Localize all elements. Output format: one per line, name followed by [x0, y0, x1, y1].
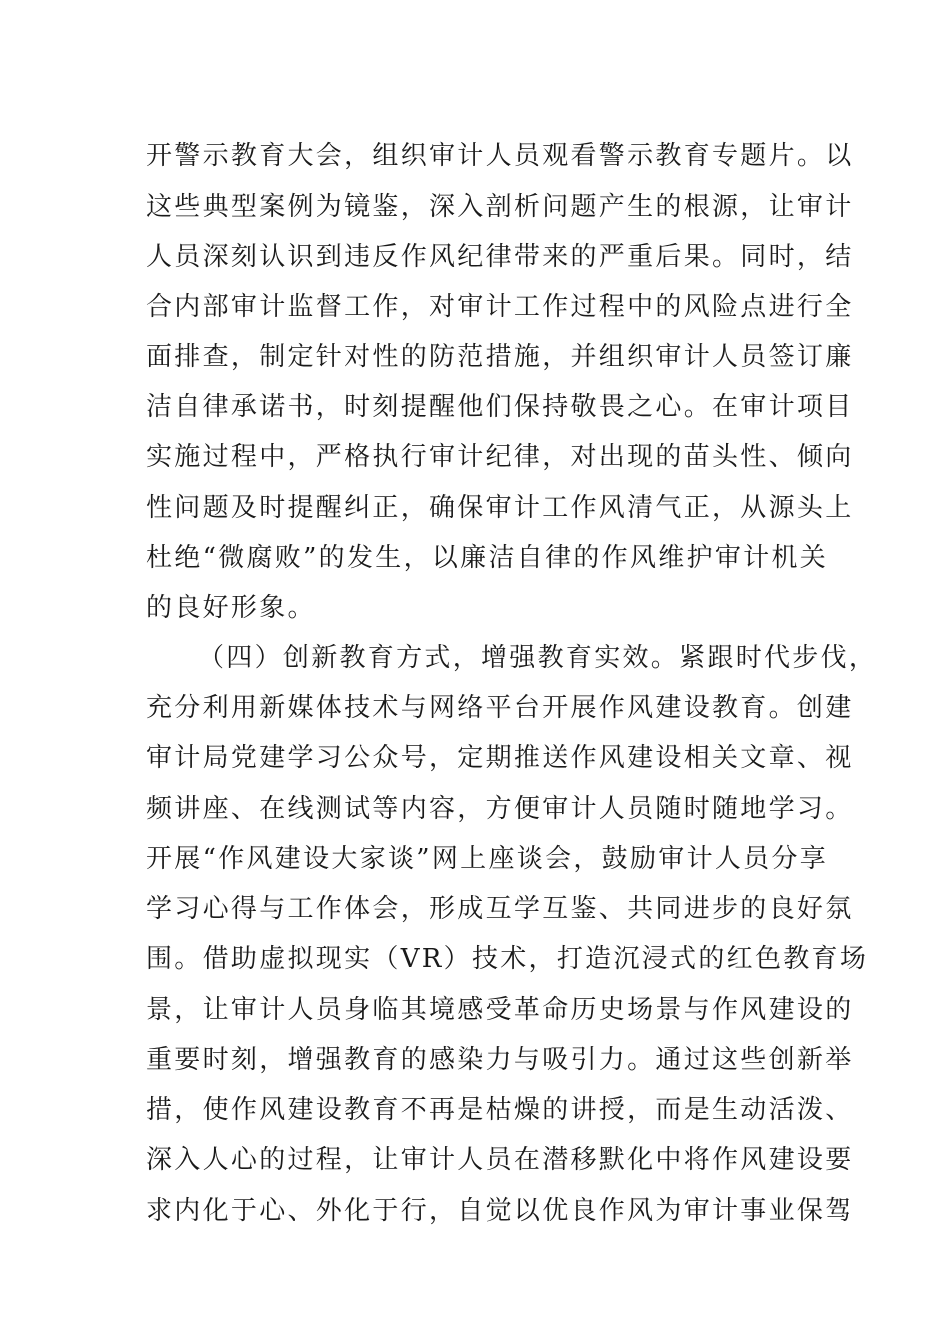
text-line: 学习心得与工作体会，形成互学互鉴、共同进步的良好氛: [146, 894, 854, 924]
text-line: 实施过程中，严格执行审计纪律，对出现的苗头性、倾向: [146, 442, 854, 472]
text-line: 的良好形象。: [146, 593, 316, 623]
text-line: 措，使作风建设教育不再是枯燥的讲授，而是生动活泼、: [146, 1095, 854, 1125]
text-line: 面排查，制定针对性的防范措施，并组织审计人员签订廉: [146, 342, 854, 372]
text-line: 洁自律承诺书，时刻提醒他们保持敬畏之心。在审计项目: [146, 392, 854, 422]
text-line: 合内部审计监督工作，对审计工作过程中的风险点进行全: [146, 292, 854, 322]
text-line: 充分利用新媒体技术与网络平台开展作风建设教育。创建: [146, 693, 854, 723]
text-line: 围。借助虚拟现实（VR）技术，打造沉浸式的红色教育场: [146, 944, 869, 974]
paragraph-heading: （四）创新教育方式，增强教育实效。紧跟时代步伐，: [198, 643, 878, 673]
text-line: 开展“作风建设大家谈”网上座谈会，鼓励审计人员分享: [146, 844, 829, 874]
text-line: 性问题及时提醒纠正，确保审计工作风清气正，从源头上: [146, 493, 854, 523]
text-line: 这些典型案例为镜鉴，深入剖析问题产生的根源，让审计: [146, 192, 854, 222]
text-line: 深入人心的过程，让审计人员在潜移默化中将作风建设要: [146, 1145, 854, 1175]
text-line: 频讲座、在线测试等内容，方便审计人员随时随地学习。: [146, 794, 854, 824]
text-line: 杜绝“微腐败”的发生，以廉洁自律的作风维护审计机关: [146, 543, 829, 573]
text-line: 景，让审计人员身临其境感受革命历史场景与作风建设的: [146, 995, 854, 1025]
text-line: 求内化于心、外化于行，自觉以优良作风为审计事业保驾: [146, 1196, 854, 1226]
text-line: 开警示教育大会，组织审计人员观看警示教育专题片。以: [146, 141, 854, 171]
text-line: 重要时刻，增强教育的感染力与吸引力。通过这些创新举: [146, 1045, 854, 1075]
text-line: 审计局党建学习公众号，定期推送作风建设相关文章、视: [146, 743, 854, 773]
text-line: 人员深刻认识到违反作风纪律带来的严重后果。同时，结: [146, 242, 854, 272]
